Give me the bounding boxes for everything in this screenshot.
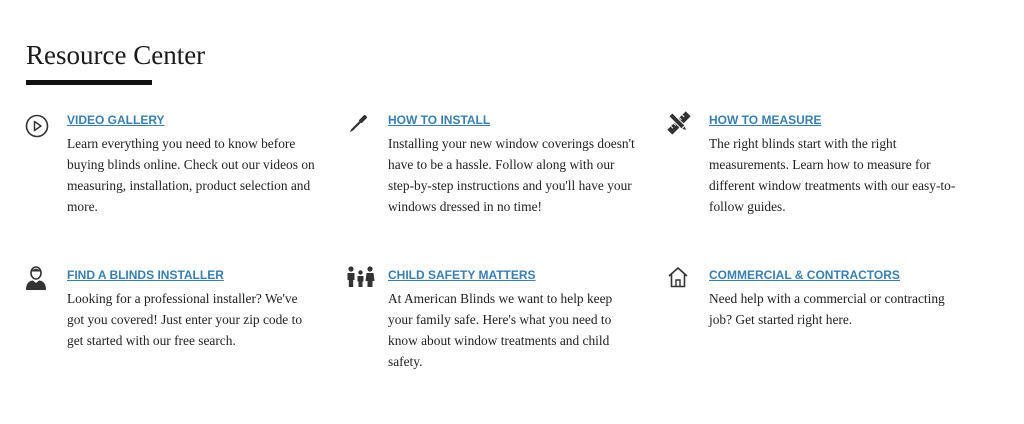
how-to-install-description: Installing your new window coverings doesn't have to be a hassle. Follow along with our step-by-step instructions and you'll have your windows dressed in no time! — [388, 136, 635, 214]
how-to-measure-description: The right blinds start with the right measurements. Learn how to measure for different window treatments with our easy-to-follow guides. — [709, 136, 956, 214]
house-icon[interactable] — [667, 266, 693, 292]
how-to-install-link[interactable]: HOW TO INSTALL — [388, 113, 491, 127]
play-circle-icon[interactable] — [25, 114, 51, 140]
page-title: Resource Center — [26, 40, 206, 70]
resource-center-header — [26, 38, 205, 85]
title-underline — [26, 80, 152, 85]
ruler-pencil-icon[interactable] — [667, 111, 693, 137]
commercial-contractors-description: Need help with a commercial or contracting job? Get started right here. — [709, 291, 945, 327]
video-gallery-description: Learn everything you need to know before buying blinds online. Check out our videos on measuring, installation, product selection and more. — [67, 136, 315, 214]
family-icon[interactable] — [346, 266, 376, 292]
screwdriver-icon[interactable] — [346, 112, 372, 138]
video-gallery-link[interactable]: VIDEO GALLERY — [67, 113, 165, 127]
installer-person-icon[interactable] — [25, 265, 51, 291]
find-installer-link[interactable]: FIND A BLINDS INSTALLER — [67, 268, 224, 282]
how-to-measure-link[interactable]: HOW TO MEASURE — [709, 113, 822, 127]
child-safety-link[interactable]: CHILD SAFETY MATTERS — [388, 268, 536, 282]
find-installer-description: Looking for a professional installer? We've got you covered! Just enter your zip code to get started with our free search. — [67, 291, 303, 348]
commercial-contractors-link[interactable]: COMMERCIAL & CONTRACTORS — [709, 268, 900, 282]
child-safety-description: At American Blinds we want to help keep your family safe. Here's what you need to know about window treatments and child safety. — [388, 291, 613, 369]
